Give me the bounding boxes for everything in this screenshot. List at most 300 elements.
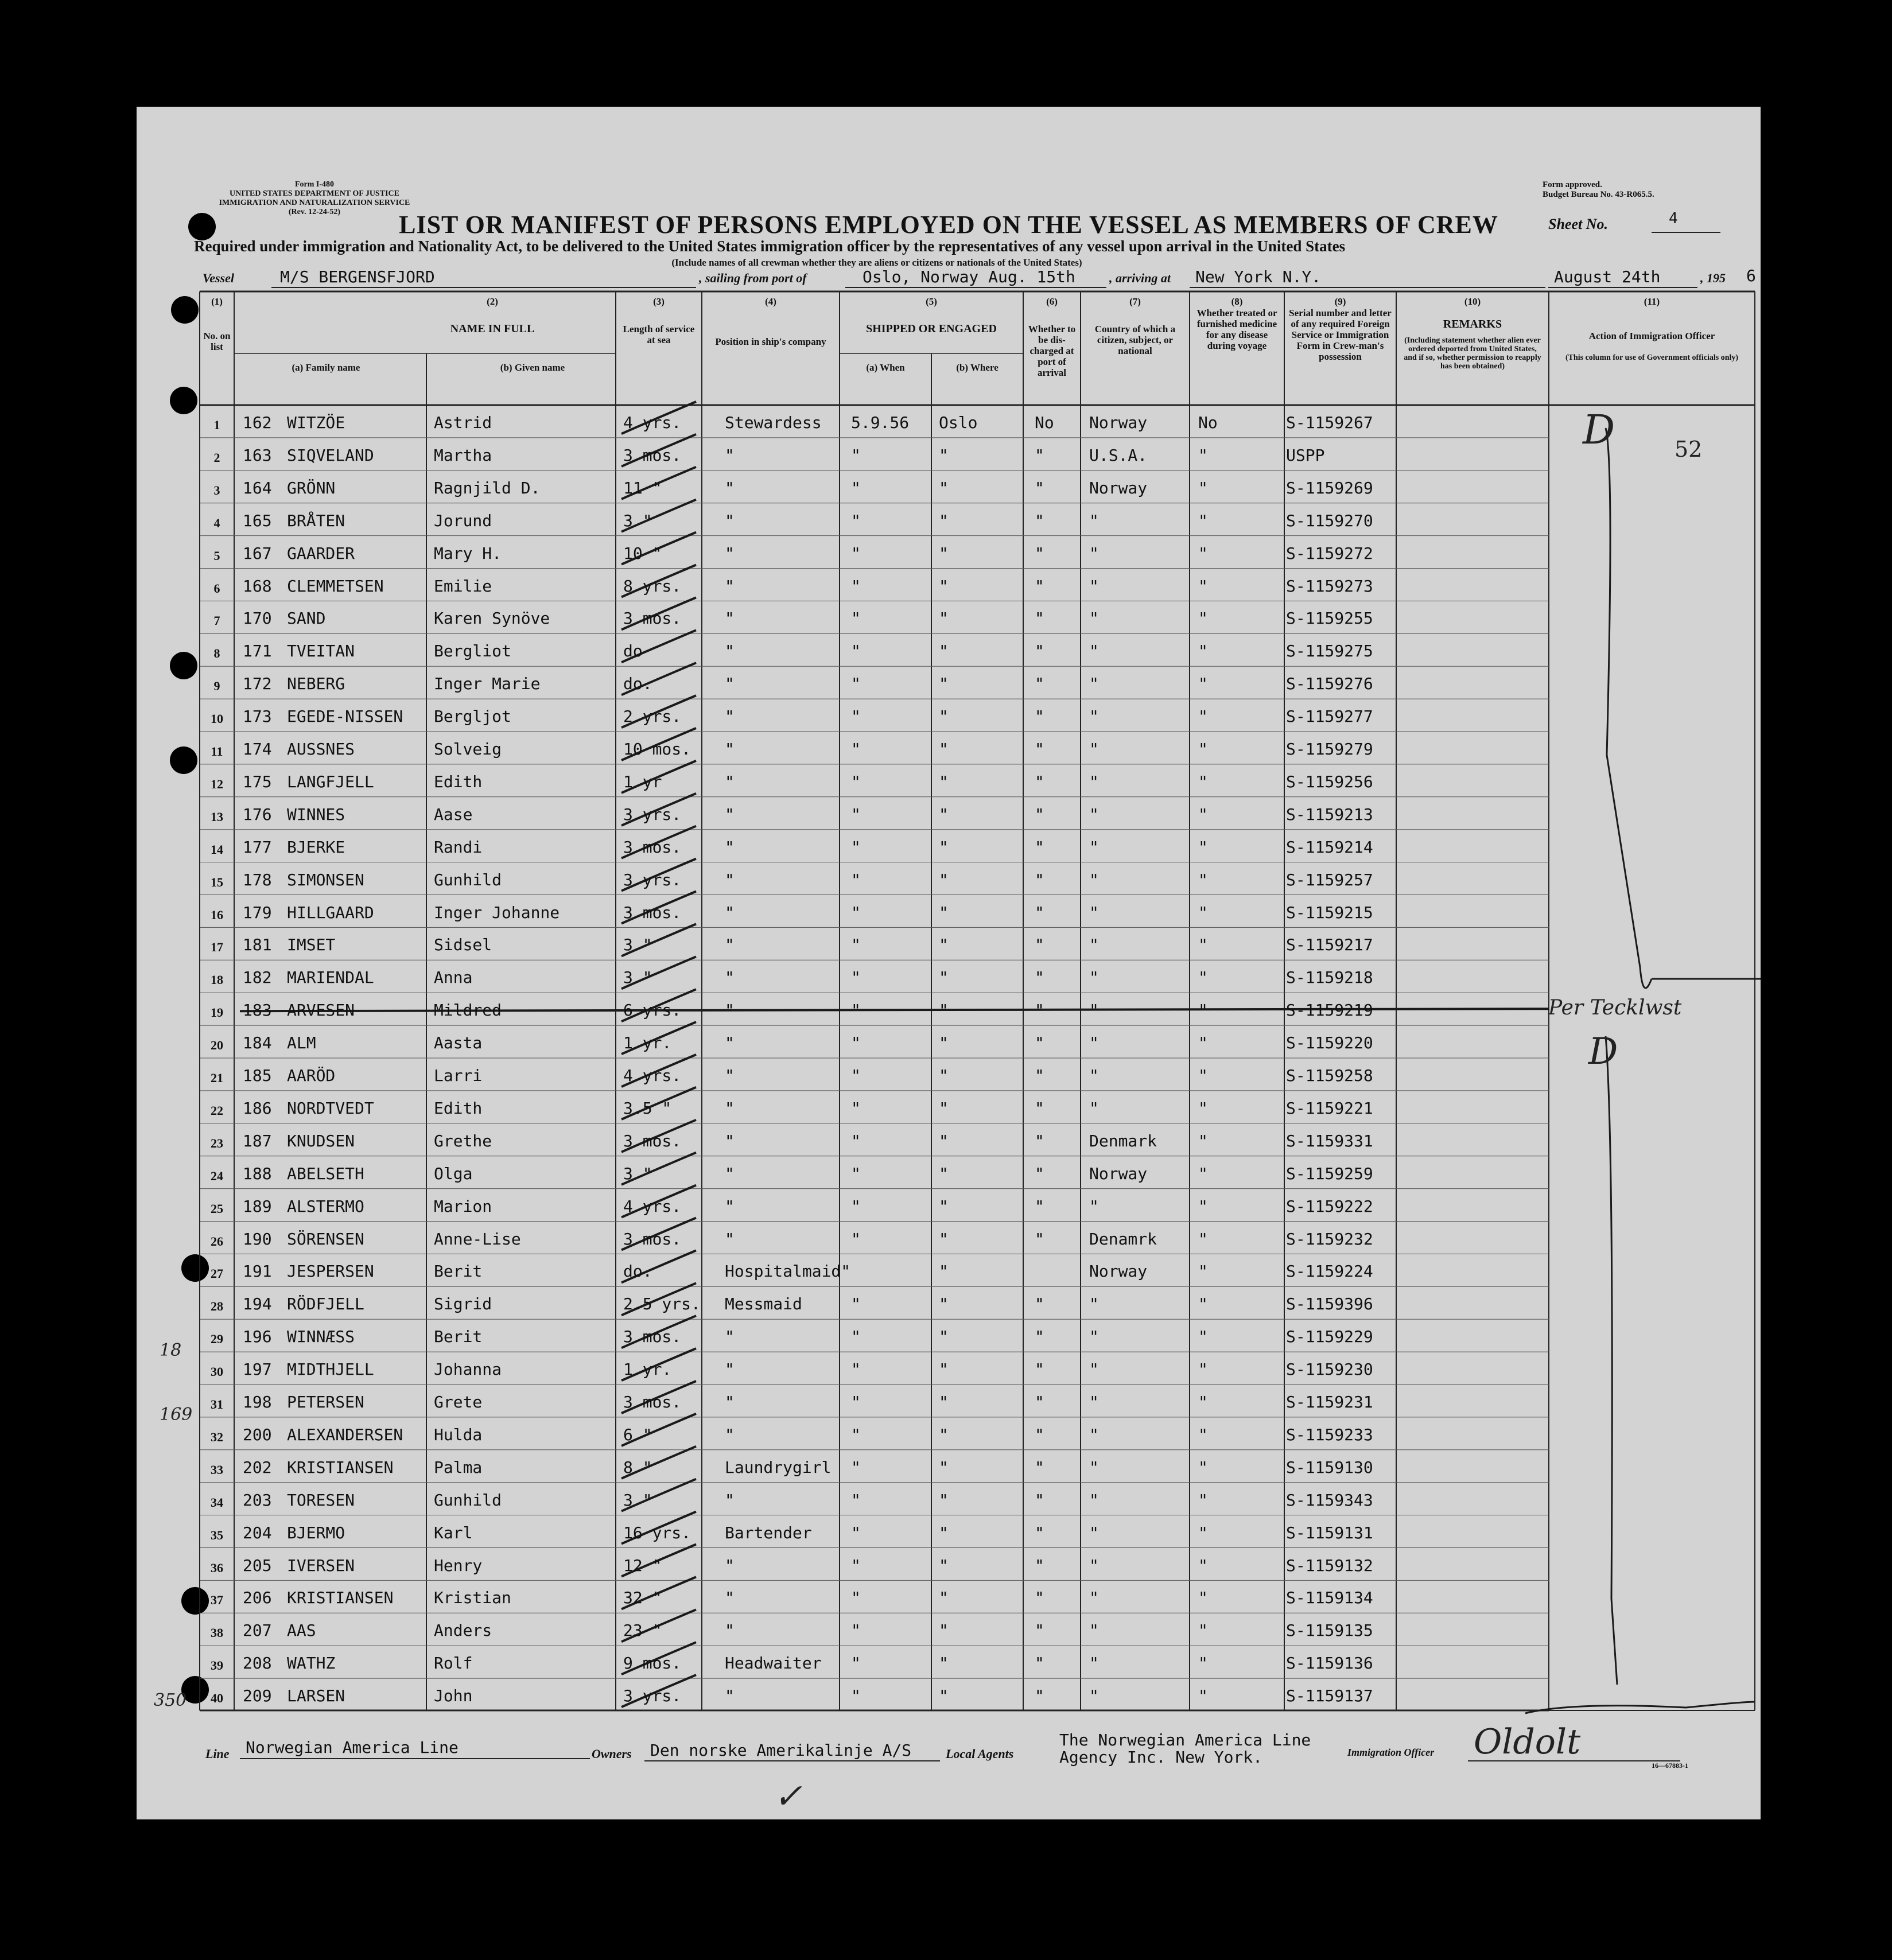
- discharged: ": [1035, 1425, 1044, 1444]
- shipped-when: ": [851, 772, 861, 791]
- local-agents-value-2: Agency Inc. New York.: [1059, 1748, 1263, 1767]
- col5-number: (5): [926, 296, 937, 307]
- discharged: ": [1035, 478, 1044, 497]
- serial-number: S-1159255: [1286, 609, 1373, 628]
- row-number: 38: [211, 1625, 223, 1640]
- given-name: Henry: [434, 1555, 483, 1575]
- family-name: TORESEN: [287, 1490, 355, 1510]
- shipped-where: ": [939, 641, 949, 661]
- service-length: 3 mos.: [623, 1229, 682, 1249]
- crew-id: 183: [243, 1001, 272, 1020]
- country: Norway: [1089, 478, 1148, 497]
- medicine: ": [1198, 674, 1208, 694]
- discharged: ": [1035, 903, 1044, 922]
- shipped-when: ": [851, 576, 861, 596]
- position: ": [725, 1098, 735, 1118]
- row-number: 19: [211, 1005, 223, 1020]
- shipped-where: ": [939, 1131, 949, 1150]
- row-number: 22: [211, 1103, 223, 1118]
- given-name: Larri: [434, 1066, 483, 1085]
- shipped-when: ": [851, 1686, 861, 1706]
- row-number: 12: [211, 776, 223, 791]
- serial-number: S-1159343: [1286, 1490, 1373, 1510]
- given-name: Bergliot: [434, 641, 511, 661]
- col2b-header: (b) Given name: [500, 362, 565, 373]
- given-name: Gunhild: [434, 870, 502, 889]
- shipped-where: ": [939, 1360, 949, 1379]
- medicine: ": [1198, 445, 1208, 465]
- country: ": [1089, 1654, 1099, 1673]
- row-number: 36: [211, 1560, 223, 1575]
- col11-subheader: (This column for use of Government officials only): [1565, 353, 1739, 362]
- medicine: ": [1198, 609, 1208, 628]
- position: ": [725, 935, 735, 955]
- margin-note-29: 18: [160, 1340, 182, 1360]
- medicine: ": [1198, 870, 1208, 889]
- line-label: Line: [205, 1747, 230, 1761]
- medicine: ": [1198, 1066, 1208, 1085]
- row-number: 17: [211, 940, 223, 955]
- shipped-where: ": [939, 1294, 949, 1314]
- shipped-when: ": [851, 511, 861, 530]
- serial-number: S-1159233: [1286, 1425, 1373, 1444]
- row-number: 32: [211, 1429, 223, 1444]
- serial-number: S-1159276: [1286, 674, 1373, 694]
- given-name: Martha: [434, 445, 492, 465]
- row-number: 24: [211, 1168, 223, 1183]
- serial-number: S-1159279: [1286, 740, 1373, 759]
- crew-id: 173: [243, 707, 272, 726]
- country: ": [1089, 1457, 1099, 1477]
- discharged: ": [1035, 1196, 1044, 1216]
- position: ": [725, 609, 735, 628]
- shipped-where: ": [939, 1033, 949, 1053]
- shipped-where: ": [939, 1262, 949, 1281]
- position: ": [725, 1621, 735, 1640]
- service-length: 2 yrs.: [623, 707, 682, 726]
- given-name: Aasta: [434, 1033, 483, 1053]
- position: ": [725, 1196, 735, 1216]
- service-length: 3 mos.: [623, 903, 682, 922]
- officer-signature: Oldolt: [1474, 1722, 1581, 1762]
- serial-number: S-1159230: [1286, 1360, 1373, 1379]
- medicine: ": [1198, 837, 1208, 857]
- serial-number: S-1159214: [1286, 837, 1373, 857]
- shipped-when: ": [851, 1654, 861, 1673]
- crew-id: 163: [243, 445, 272, 465]
- shipped-where: ": [939, 478, 949, 497]
- serial-number: S-1159136: [1286, 1654, 1373, 1673]
- medicine: ": [1198, 804, 1208, 824]
- service-length: 10 ": [623, 543, 662, 563]
- discharged: ": [1035, 837, 1044, 857]
- serial-number: S-1159277: [1286, 707, 1373, 726]
- serial-number: S-1159137: [1286, 1686, 1373, 1706]
- shipped-where: ": [939, 935, 949, 955]
- shipped-when: ": [851, 1425, 861, 1444]
- shipped-when: ": [851, 1621, 861, 1640]
- medicine: ": [1198, 1588, 1208, 1608]
- service-length: do.: [623, 674, 652, 694]
- country: ": [1089, 1196, 1099, 1216]
- col6-number: (6): [1046, 296, 1058, 307]
- shipped-when: ": [851, 740, 861, 759]
- position: ": [725, 1164, 735, 1183]
- serial-number: S-1159219: [1286, 1001, 1373, 1020]
- discharged: ": [1035, 543, 1044, 563]
- position: ": [725, 1229, 735, 1249]
- service-length: 16 yrs.: [623, 1523, 691, 1542]
- position: ": [725, 576, 735, 596]
- col3-number: (3): [653, 296, 665, 307]
- row-number: 5: [213, 548, 220, 563]
- country: ": [1089, 1686, 1099, 1706]
- serial-number: S-1159259: [1286, 1164, 1373, 1183]
- medicine: ": [1198, 1196, 1208, 1216]
- service-length: 12 ": [623, 1555, 662, 1575]
- discharged: ": [1035, 674, 1044, 694]
- serial-number: S-1159218: [1286, 968, 1373, 987]
- shipped-when: ": [851, 1196, 861, 1216]
- margin-note-31: 169: [160, 1405, 193, 1425]
- col8-header: Whether treated or furnished medicine for any disease during voyage: [1196, 308, 1277, 351]
- shipped-when: ": [851, 1555, 861, 1575]
- serial-number: S-1159232: [1286, 1229, 1373, 1249]
- crew-id: 204: [243, 1523, 272, 1542]
- medicine: ": [1198, 1490, 1208, 1510]
- given-name: Edith: [434, 1098, 483, 1118]
- medicine: ": [1198, 1686, 1208, 1706]
- position: ": [725, 478, 735, 497]
- given-name: Olga: [434, 1164, 473, 1183]
- discharged: ": [1035, 1066, 1044, 1085]
- position: ": [725, 674, 735, 694]
- shipped-when: 5.9.56: [851, 413, 910, 432]
- country: ": [1089, 707, 1099, 726]
- given-name: John: [434, 1686, 473, 1706]
- country: Denmark: [1089, 1131, 1157, 1150]
- medicine: ": [1198, 478, 1208, 497]
- shipped-when: ": [851, 641, 861, 661]
- discharged: ": [1035, 1033, 1044, 1053]
- crew-id: 175: [243, 772, 272, 791]
- shipped-where: ": [939, 1425, 949, 1444]
- position: Stewardess: [725, 413, 822, 432]
- col4-header: Position in ship's company: [715, 336, 826, 347]
- row-number: 6: [213, 581, 220, 596]
- col11-number: (11): [1644, 296, 1660, 307]
- serial-number: S-1159267: [1286, 413, 1373, 432]
- shipped-where: ": [939, 1523, 949, 1542]
- position: ": [725, 1393, 735, 1411]
- crew-id: 162: [243, 413, 272, 432]
- country: ": [1089, 968, 1099, 987]
- col3-header: Length of service at sea: [623, 324, 695, 345]
- given-name: Bergljot: [434, 707, 511, 726]
- given-name: Sidsel: [434, 935, 492, 955]
- shipped-when: ": [851, 543, 861, 563]
- crew-id: 170: [243, 609, 272, 628]
- country: ": [1089, 870, 1099, 889]
- position: ": [725, 707, 735, 726]
- col5a-header: (a) When: [866, 362, 905, 373]
- row-number: 29: [211, 1332, 223, 1347]
- position: Messmaid: [725, 1294, 802, 1314]
- owners-value: Den norske Amerikalinje A/S: [650, 1741, 912, 1760]
- arriving-label: , arriving at: [1109, 271, 1171, 285]
- medicine: ": [1198, 1001, 1208, 1020]
- given-name: Berit: [434, 1327, 483, 1347]
- shipped-where: ": [939, 1490, 949, 1510]
- service-length: 8 yrs.: [623, 576, 682, 596]
- service-length: 3 mos.: [623, 1393, 682, 1411]
- printer-code: 16—67883-1: [1652, 1761, 1688, 1770]
- shipped-when: ": [851, 1098, 861, 1118]
- given-name: Hulda: [434, 1425, 483, 1444]
- service-length: 3 mos.: [623, 609, 682, 628]
- row-number: 37: [211, 1593, 223, 1608]
- country: Norway: [1089, 413, 1148, 432]
- crew-id: 177: [243, 837, 272, 857]
- country: Norway: [1089, 1164, 1148, 1183]
- service-length: 6 yrs.: [623, 1001, 682, 1020]
- action-mark-d2: D: [1588, 1030, 1618, 1073]
- position: Laundrygirl: [725, 1457, 832, 1477]
- serial-number: S-1159231: [1286, 1393, 1373, 1411]
- immigration-officer-label: Immigration Officer: [1347, 1747, 1435, 1758]
- discharged: ": [1035, 1001, 1044, 1020]
- row-number: 33: [211, 1462, 223, 1477]
- year-prefix: , 195: [1700, 271, 1726, 285]
- shipped-where: ": [939, 576, 949, 596]
- shipped-when: ": [851, 478, 861, 497]
- family-name: AUSSNES: [287, 740, 355, 759]
- position: ": [725, 772, 735, 791]
- given-name: Karen Synöve: [434, 609, 550, 628]
- family-name: BJERKE: [287, 837, 345, 857]
- family-name: GRÖNN: [287, 478, 336, 497]
- shipped-where: ": [939, 1327, 949, 1347]
- family-name: RÖDFJELL: [287, 1294, 364, 1314]
- arrival-date: August 24th: [1554, 267, 1661, 286]
- local-agents-value-1: The Norwegian America Line: [1059, 1730, 1311, 1749]
- serial-number: S-1159222: [1286, 1196, 1373, 1216]
- shipped-where: ": [939, 740, 949, 759]
- given-name: Johanna: [434, 1360, 502, 1379]
- medicine: ": [1198, 1131, 1208, 1150]
- shipped-where: ": [939, 1098, 949, 1118]
- discharged: ": [1035, 1686, 1044, 1706]
- serial-number: S-1159221: [1286, 1098, 1373, 1118]
- given-name: Grete: [434, 1393, 483, 1411]
- medicine: ": [1198, 1098, 1208, 1118]
- action-mark-52: 52: [1675, 437, 1703, 462]
- family-name: WINNÆSS: [287, 1327, 355, 1347]
- action-mark-row19: Per Tecklwst: [1548, 996, 1682, 1020]
- row-number: 18: [211, 973, 223, 987]
- discharged: ": [1035, 609, 1044, 628]
- position: ": [725, 1490, 735, 1510]
- given-name: Solveig: [434, 740, 502, 759]
- crew-id: 187: [243, 1131, 272, 1150]
- crew-id: 202: [243, 1457, 272, 1477]
- discharged: ": [1035, 1098, 1044, 1118]
- given-name: Emilie: [434, 576, 492, 596]
- col5b-header: (b) Where: [956, 362, 999, 373]
- serial-number: S-1159224: [1286, 1262, 1373, 1281]
- country: ": [1089, 1490, 1099, 1510]
- serial-number: S-1159229: [1286, 1327, 1373, 1347]
- row-number: 14: [211, 842, 223, 857]
- shipped-when: ": [851, 445, 861, 465]
- discharged: ": [1035, 740, 1044, 759]
- discharged: ": [1035, 1294, 1044, 1314]
- shipped-when: ": [851, 1588, 861, 1608]
- service-length: 3 ": [623, 968, 652, 987]
- discharged: ": [1035, 1164, 1044, 1183]
- discharged: ": [1035, 1621, 1044, 1640]
- crew-id: 164: [243, 478, 272, 497]
- discharged: ": [1035, 445, 1044, 465]
- serial-number: S-1159396: [1286, 1294, 1373, 1314]
- given-name: Mildred: [434, 1001, 502, 1020]
- shipped-when: ": [851, 609, 861, 628]
- country: ": [1089, 1294, 1099, 1314]
- family-name: GAARDER: [287, 543, 355, 563]
- crew-id: 206: [243, 1588, 272, 1608]
- service-length: 10 mos.: [623, 740, 691, 759]
- medicine: ": [1198, 543, 1208, 563]
- service-length: 3 yrs.: [623, 870, 682, 889]
- page-title: LIST OR MANIFEST OF PERSONS EMPLOYED ON THE VESSEL AS MEMBERS OF CREW: [399, 211, 1498, 239]
- col11-header: Action of Immigration Officer: [1588, 330, 1715, 341]
- form-approved: Form approved.: [1543, 180, 1602, 189]
- family-name: HILLGAARD: [287, 903, 374, 922]
- discharged: ": [1035, 1229, 1044, 1249]
- country: ": [1089, 1523, 1099, 1542]
- owners-label: Owners: [592, 1747, 632, 1761]
- col1-number: (1): [211, 296, 223, 307]
- family-name: PETERSEN: [287, 1393, 364, 1411]
- col2-number: (2): [487, 296, 498, 307]
- crew-id: 209: [243, 1686, 272, 1706]
- given-name: Sigrid: [434, 1294, 492, 1314]
- discharged: ": [1035, 1490, 1044, 1510]
- service-length: 2.5 yrs.: [623, 1294, 701, 1314]
- shipped-where: ": [939, 1621, 949, 1640]
- shipped-when: ": [851, 1327, 861, 1347]
- discharged: ": [1035, 935, 1044, 955]
- country: ": [1089, 641, 1099, 661]
- shipped-where: ": [939, 1229, 949, 1249]
- shipped-where: ": [939, 445, 949, 465]
- service-length: 3 ": [623, 1164, 652, 1183]
- medicine: ": [1198, 1294, 1208, 1314]
- year-digit: 6: [1746, 266, 1756, 285]
- serial-number: S-1159275: [1286, 641, 1373, 661]
- serial-number: S-1159134: [1286, 1588, 1373, 1608]
- shipped-where: ": [939, 968, 949, 987]
- crew-id: 208: [243, 1654, 272, 1673]
- country: ": [1089, 935, 1099, 955]
- country: ": [1089, 804, 1099, 824]
- family-name: AAS: [287, 1621, 316, 1640]
- position: ": [725, 543, 735, 563]
- department: UNITED STATES DEPARTMENT OF JUSTICE: [230, 189, 399, 198]
- position: ": [725, 445, 735, 465]
- discharged: ": [1035, 641, 1044, 661]
- service-length: 3 mos.: [623, 837, 682, 857]
- shipped-when: ": [851, 1457, 861, 1477]
- serial-number: S-1159272: [1286, 543, 1373, 563]
- row-number: 21: [211, 1071, 223, 1085]
- family-name: MIDTHJELL: [287, 1360, 374, 1379]
- family-name: BJERMO: [287, 1523, 345, 1542]
- crew-id: 165: [243, 511, 272, 530]
- crew-id: 196: [243, 1327, 272, 1347]
- country: ": [1089, 1588, 1099, 1608]
- row-number: 20: [211, 1038, 223, 1053]
- country: ": [1089, 903, 1099, 922]
- crew-id: 172: [243, 674, 272, 694]
- shipped-where: ": [939, 1164, 949, 1183]
- discharged: ": [1035, 1588, 1044, 1608]
- family-name: KNUDSEN: [287, 1131, 355, 1150]
- medicine: ": [1198, 707, 1208, 726]
- serial-number: S-1159256: [1286, 772, 1373, 791]
- service-length: 3 yrs.: [623, 1686, 682, 1706]
- medicine: ": [1198, 772, 1208, 791]
- sailing-label: , sailing from port of: [699, 271, 807, 285]
- position: ": [725, 804, 735, 824]
- medicine: ": [1198, 1425, 1208, 1444]
- shipped-where: ": [939, 543, 949, 563]
- country: Norway: [1089, 1262, 1148, 1281]
- line-value: Norwegian America Line: [246, 1738, 459, 1757]
- row-number: 34: [211, 1495, 223, 1510]
- family-name: ABELSETH: [287, 1164, 364, 1183]
- country: U.S.A.: [1089, 445, 1148, 465]
- shipped-when: ": [851, 903, 861, 922]
- service-name: IMMIGRATION AND NATURALIZATION SERVICE: [219, 199, 410, 207]
- row-number: 35: [211, 1527, 223, 1542]
- service-length: 3 ": [623, 511, 652, 530]
- row-number: 15: [211, 874, 223, 889]
- given-name: Karl: [434, 1523, 473, 1542]
- country: ": [1089, 674, 1099, 694]
- service-length: 4 yrs.: [623, 1066, 682, 1085]
- row-number: 7: [213, 613, 220, 628]
- crew-id: 168: [243, 576, 272, 596]
- manifest-sheet: [137, 107, 1761, 1819]
- service-length: 1 yr.: [623, 1360, 672, 1379]
- discharged: ": [1035, 870, 1044, 889]
- discharged: ": [1035, 576, 1044, 596]
- given-name: Randi: [434, 837, 483, 857]
- vessel-name: M/S BERGENSFJORD: [280, 267, 435, 286]
- discharged: No: [1035, 413, 1054, 432]
- discharged: ": [1035, 1555, 1044, 1575]
- shipped-when: ": [851, 707, 861, 726]
- sheet-number: 4: [1669, 210, 1678, 227]
- shipped-where: ": [939, 772, 949, 791]
- row-number: 1: [213, 418, 220, 432]
- service-length: 8 ": [623, 1457, 652, 1477]
- position: ": [725, 1686, 735, 1706]
- service-length: 3.5 ": [623, 1098, 672, 1118]
- position: ": [725, 511, 735, 530]
- medicine: ": [1198, 1164, 1208, 1183]
